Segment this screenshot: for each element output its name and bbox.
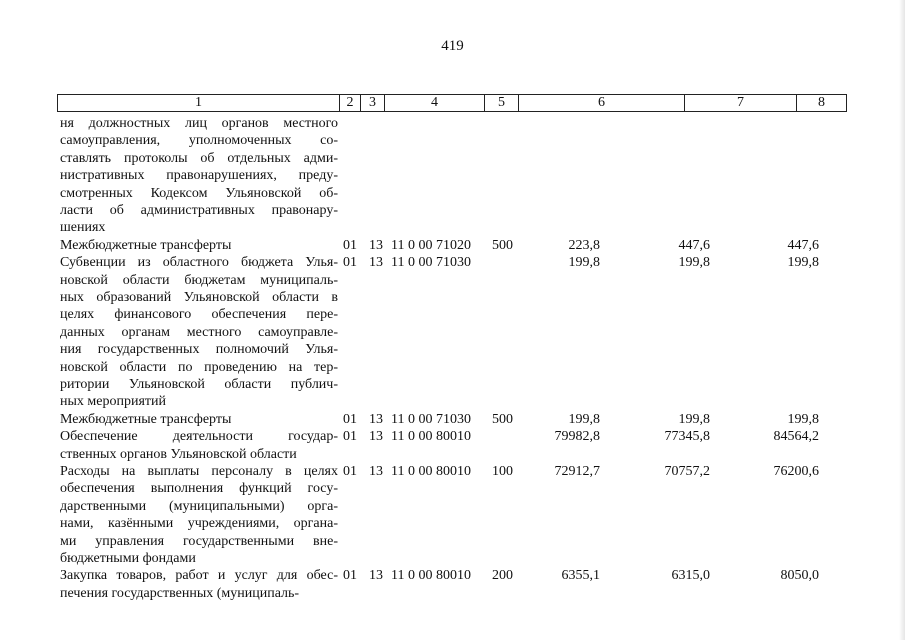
- row-amount-col6: 199,8: [568, 255, 600, 271]
- description-line: ных мероприятий: [60, 394, 166, 410]
- description-line: новской области бюджетам муниципаль-: [60, 272, 338, 288]
- row-amount-col8: 199,8: [787, 255, 819, 271]
- table-header: [57, 94, 847, 112]
- row-amount-col7: 199,8: [678, 255, 710, 271]
- row-target-article: 11 0 00 80010: [391, 568, 471, 584]
- row-description: [60, 428, 338, 463]
- header-col-2: 2: [339, 95, 360, 111]
- row-section: 01: [343, 429, 357, 445]
- page-number: 419: [441, 38, 464, 54]
- table-row: [60, 463, 845, 567]
- row-amount-col8: 447,6: [787, 237, 819, 253]
- description-line: Субвенции из областного бюджета Улья-: [60, 255, 338, 271]
- description-line: ритории Ульяновской области публич-: [60, 377, 338, 393]
- description-line: Межбюджетные трансферты: [60, 237, 232, 253]
- row-expense-type: 100: [492, 464, 513, 479]
- row-description: [60, 411, 338, 428]
- row-subsection: 13: [369, 464, 383, 479]
- row-amount-col6: 72912,7: [554, 464, 600, 479]
- row-target-article: 11 0 00 71030: [391, 255, 471, 271]
- description-line: ми управления государственными вне-: [60, 533, 338, 549]
- row-amount-col7: 199,8: [678, 411, 710, 427]
- description-line: печения государственных (муниципаль-: [60, 585, 300, 601]
- row-target-article: 11 0 00 80010: [391, 464, 471, 479]
- table-row: [60, 115, 845, 237]
- description-line: Межбюджетные трансферты: [60, 411, 232, 427]
- description-line: ственных органов Ульяновской области: [60, 446, 297, 462]
- row-subsection: 13: [369, 411, 383, 427]
- header-col-3: 3: [360, 95, 384, 111]
- row-description: [60, 237, 338, 254]
- row-section: 01: [343, 237, 357, 253]
- row-subsection: 13: [369, 255, 383, 271]
- header-col-8: 8: [796, 95, 846, 111]
- description-line: данных органам местного самоуправле-: [60, 324, 338, 340]
- row-amount-col6: 223,8: [568, 237, 600, 253]
- description-line: смотренных Кодексом Ульяновской об-: [60, 185, 338, 201]
- description-line: самоуправления, уполномоченных со-: [60, 133, 338, 149]
- row-amount-col8: 84564,2: [773, 429, 819, 445]
- row-amount-col7: 77345,8: [664, 429, 710, 445]
- row-amount-col7: 447,6: [678, 237, 710, 253]
- row-description: [60, 254, 338, 411]
- description-line: новской области по проведению на тер-: [60, 359, 338, 375]
- row-section: 01: [343, 411, 357, 427]
- header-col-4: 4: [384, 95, 484, 111]
- header-col-1: 1: [195, 95, 202, 110]
- row-expense-type: 500: [492, 411, 513, 427]
- description-line: шениях: [60, 220, 106, 236]
- table-row: [60, 254, 845, 411]
- row-section: 01: [343, 568, 357, 584]
- description-line: нистративных правонарушениях, преду-: [60, 168, 338, 184]
- description-line: ня должностных лиц органов местного: [60, 116, 338, 131]
- table-row: [60, 567, 845, 602]
- row-target-article: 11 0 00 80010: [391, 429, 471, 445]
- description-line: ния государственных полномочий Улья-: [60, 342, 338, 358]
- row-description: [60, 115, 338, 237]
- description-line: Обеспечение деятельности государ-: [60, 429, 338, 445]
- table-row: [60, 237, 845, 254]
- row-amount-col6: 199,8: [568, 411, 600, 427]
- table-row: [60, 428, 845, 463]
- table-row: [60, 411, 845, 428]
- row-amount-col8: 8050,0: [780, 568, 819, 584]
- description-line: ласти об административных правонару-: [60, 203, 338, 219]
- row-description: [60, 567, 338, 602]
- description-line: дарственными (муниципальными) орга-: [60, 498, 338, 514]
- row-amount-col8: 76200,6: [773, 464, 819, 479]
- row-subsection: 13: [369, 429, 383, 445]
- row-amount-col7: 70757,2: [664, 464, 710, 479]
- row-amount-col6: 6355,1: [561, 568, 600, 584]
- row-subsection: 13: [369, 568, 383, 584]
- row-amount-col6: 79982,8: [554, 429, 600, 445]
- row-description: [60, 463, 338, 567]
- header-col-7: 7: [684, 95, 796, 111]
- row-subsection: 13: [369, 237, 383, 253]
- row-expense-type: 500: [492, 237, 513, 253]
- header-col-6: 6: [518, 95, 684, 111]
- description-line: обеспечения выполнения функций госу-: [60, 481, 338, 497]
- row-section: 01: [343, 255, 357, 271]
- row-target-article: 11 0 00 71030: [391, 411, 471, 427]
- row-target-article: 11 0 00 71020: [391, 237, 471, 253]
- description-line: нами, казёнными учреждениями, органа-: [60, 516, 338, 532]
- header-col-5: 5: [484, 95, 518, 111]
- row-amount-col7: 6315,0: [671, 568, 710, 584]
- row-expense-type: 200: [492, 568, 513, 584]
- description-line: Закупка товаров, работ и услуг для обес-: [60, 568, 338, 584]
- description-line: ставлять протоколы об отдельных адми-: [60, 150, 338, 166]
- description-line: Расходы на выплаты персоналу в целях: [60, 464, 338, 479]
- row-section: 01: [343, 464, 357, 479]
- scan-edge: [899, 0, 905, 640]
- description-line: ных образований Ульяновской области в: [60, 290, 338, 305]
- row-amount-col8: 199,8: [787, 411, 819, 427]
- description-line: бюджетными фондами: [60, 551, 196, 567]
- description-line: целях финансового обеспечения пере-: [60, 307, 338, 323]
